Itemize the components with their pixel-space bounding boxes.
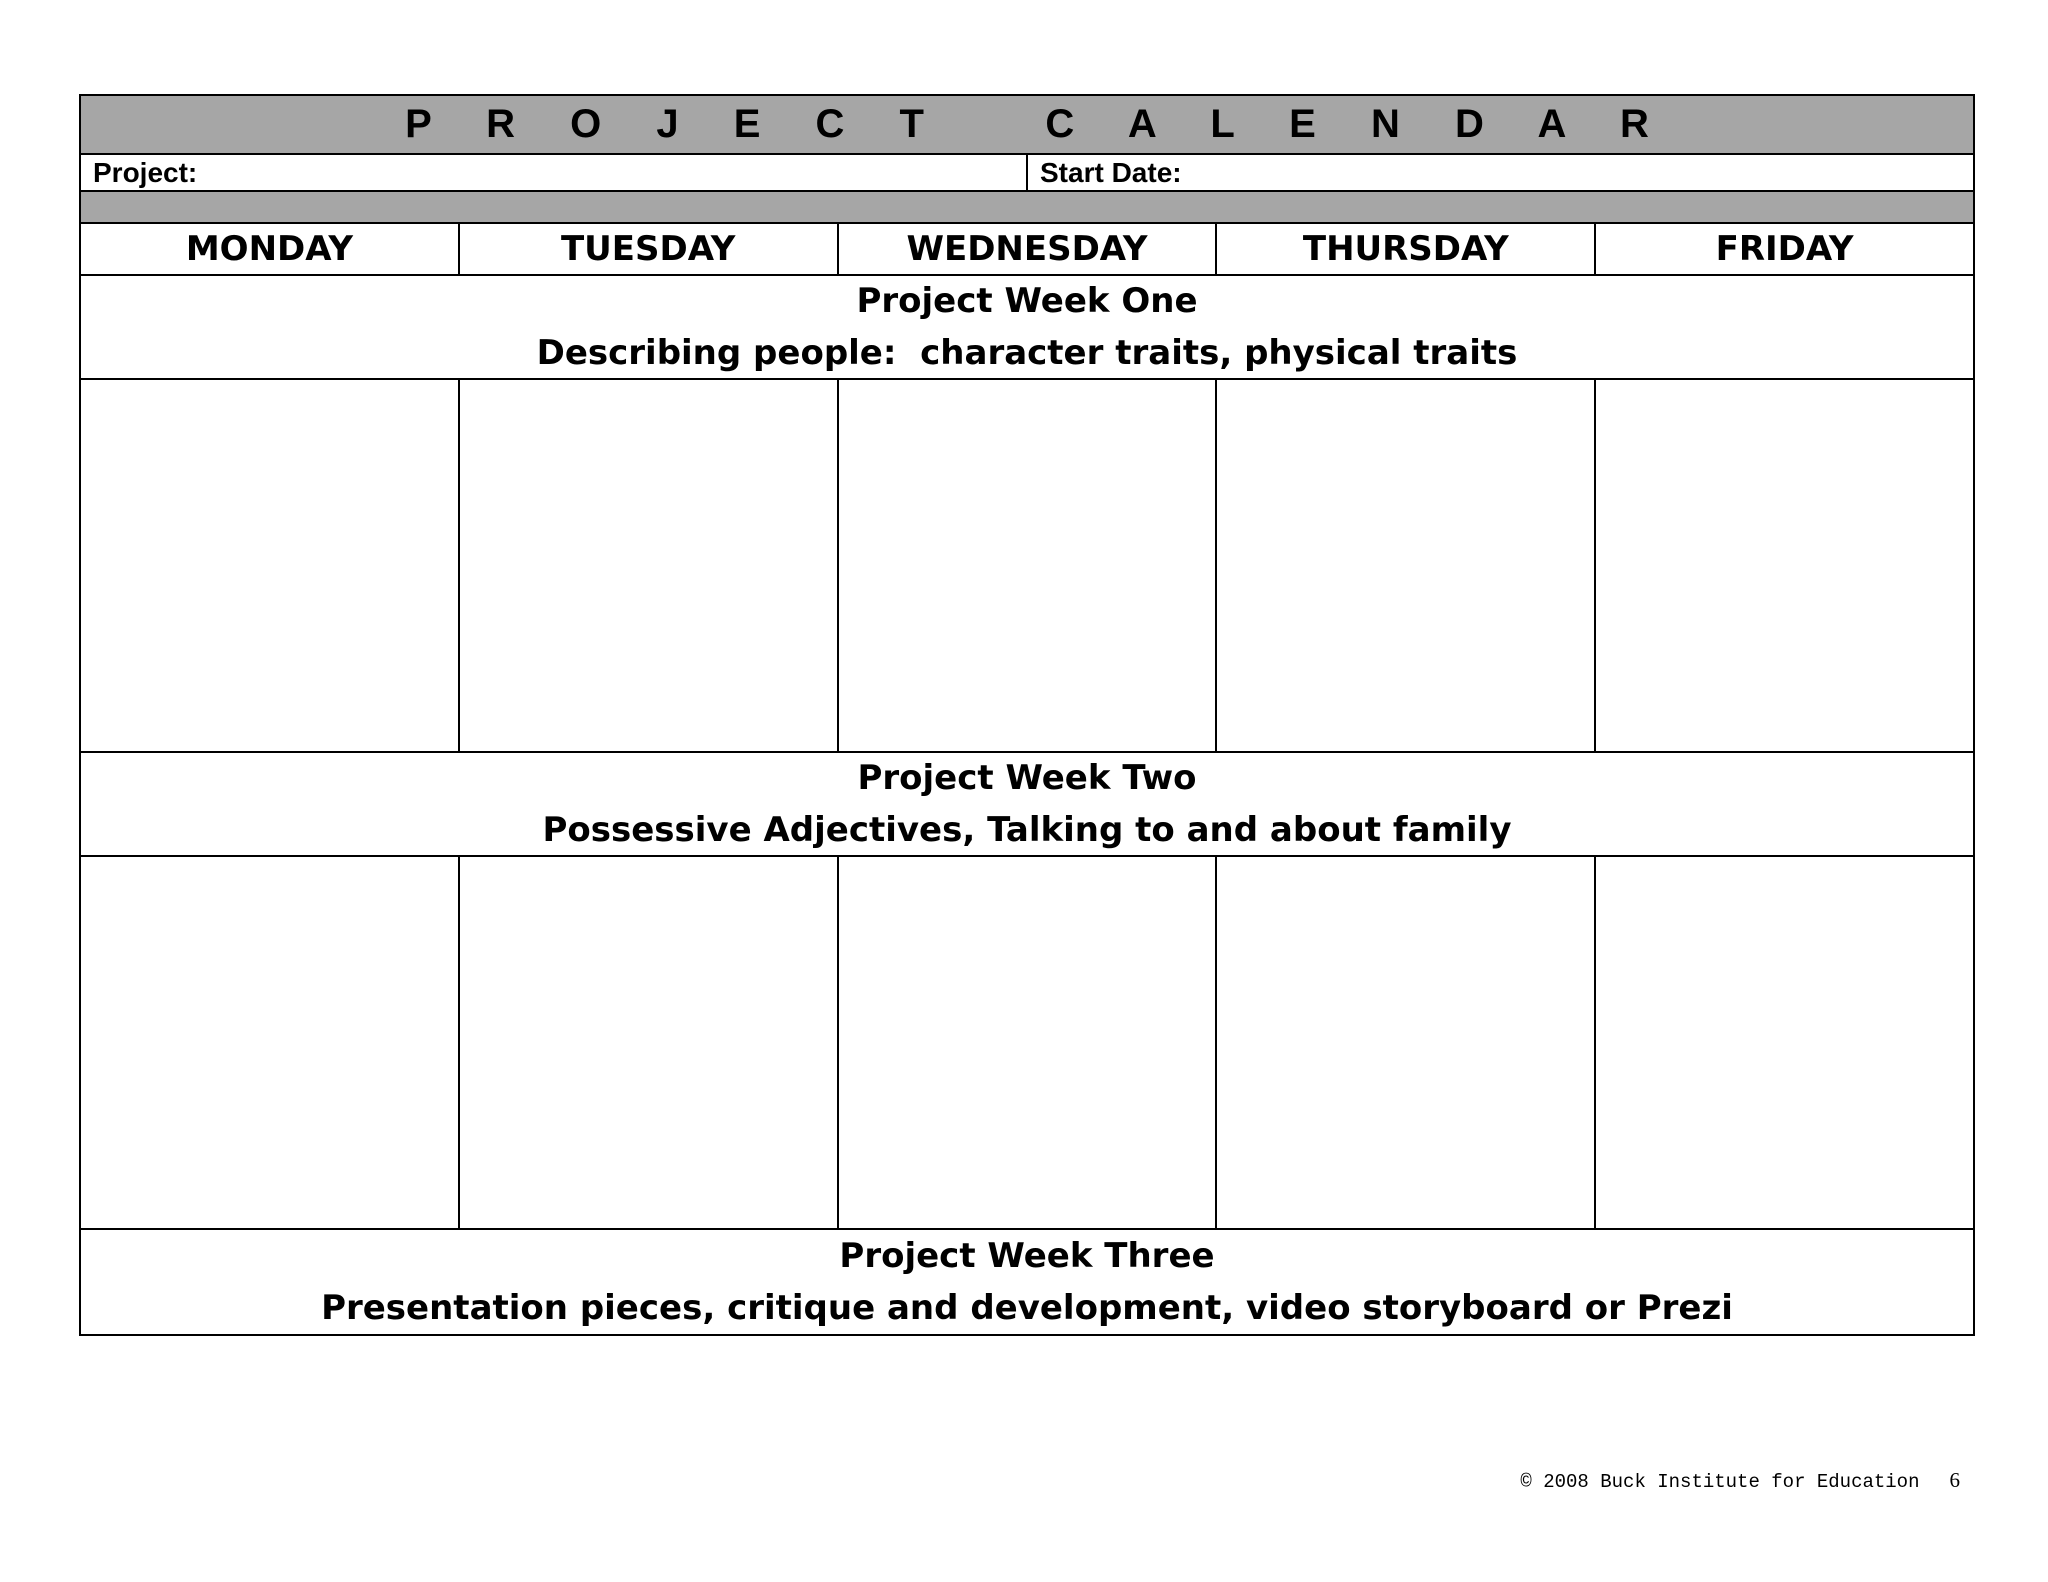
day-header-tuesday: TUESDAY — [460, 224, 839, 274]
gray-separator — [81, 192, 1973, 224]
week-two-thursday-cell — [1217, 857, 1596, 1228]
week-two-topic: Possessive Adjectives, Talking to and about family — [542, 810, 1512, 850]
week-one-header — [81, 276, 1973, 380]
project-info-row — [81, 155, 1973, 192]
week-one-tuesday-cell — [460, 380, 839, 751]
week-two-monday-cell — [81, 857, 460, 1228]
page-number: 6 — [1949, 1468, 1960, 1492]
project-label: Project: — [93, 157, 198, 188]
day-header-friday: FRIDAY — [1715, 229, 1854, 269]
start-date-field — [1028, 155, 1973, 190]
week-two-label: Project Week Two — [857, 758, 1197, 798]
project-field — [81, 155, 1028, 190]
week-one-friday-cell — [1596, 380, 1973, 751]
week-three-header — [81, 1230, 1973, 1334]
week-one-days — [81, 380, 1973, 753]
weekday-header-row — [81, 224, 1973, 276]
week-two-tuesday-cell — [460, 857, 839, 1228]
start-date-label: Start Date: — [1040, 157, 1182, 188]
week-two-header — [81, 753, 1973, 857]
week-two-wednesday-cell — [839, 857, 1218, 1228]
week-two-days — [81, 857, 1973, 1230]
calendar-title — [81, 96, 1973, 155]
week-three-topic: Presentation pieces, critique and development, video storyboard or Prezi — [321, 1288, 1733, 1328]
calendar-title-text: P R O J E C T C A L E N D A R — [405, 102, 1671, 146]
week-one-wednesday-cell — [839, 380, 1218, 751]
week-one-topic: Describing people: character traits, physical traits — [536, 333, 1518, 373]
week-two-friday-cell — [1596, 857, 1973, 1228]
project-calendar-table — [79, 94, 1975, 1336]
week-one-monday-cell — [81, 380, 460, 751]
page-footer — [0, 1468, 1960, 1493]
week-one-thursday-cell — [1217, 380, 1596, 751]
week-one-label: Project Week One — [856, 281, 1198, 321]
copyright-text: © 2008 Buck Institute for Education — [1520, 1471, 1920, 1493]
day-header-thursday: THURSDAY — [1217, 224, 1596, 274]
day-header-wednesday: WEDNESDAY — [839, 224, 1218, 274]
day-header-monday: MONDAY — [81, 224, 460, 274]
week-three-label: Project Week Three — [839, 1236, 1215, 1276]
